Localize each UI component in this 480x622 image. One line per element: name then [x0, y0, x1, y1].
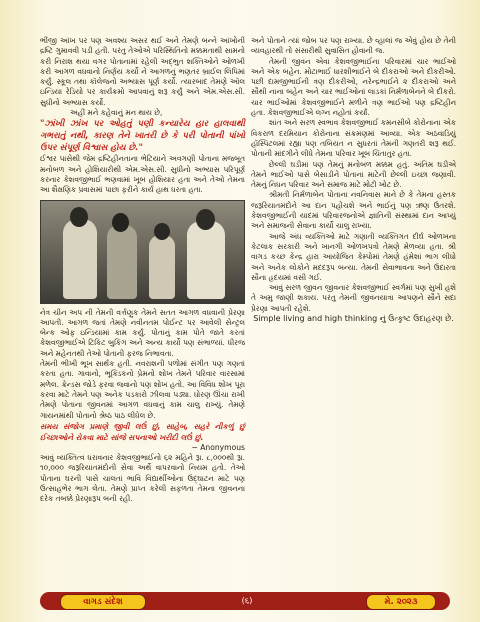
quote-author: ~ Anonymous [191, 442, 245, 452]
right-para-1: અને પોતાને ત્યાં જોબ પર પણ રાખ્યા. છે વ્હાલાં જ એવું હોય છે તેની વ્યવહારથી તો સંસારીથી સુવાસિત હોવાની જ. [251, 36, 456, 56]
verse-quote: સમય સંજોગ પ્રમાણે જીવી લઉં છું, સાહેબ, સહરે નીકળું છું ઈચ્છાઓને રોકવા માટે સાંજે સપનાઓ ખરીદી લઉં છું. [40, 421, 245, 442]
left-para-5: તેમની ભીખી ભૂખ સાર્થક હતી. નવરાશની પળોમાં સંગીત પણ ગણતાં કરતા હતા. ગાવાનો, ભૂક્ડિકનો પ્રેમનો શોખ તેમને પરિવાર વારસામાં મળેલ. ક્રેન્ડસ જોડે ફરવા જવાનો પણ શોખ હતો. આ વિવિધ શોખ પૂરા કરવા માટે તેમને પણ અનેક પડકારો ઝીલવા પડ્યા. ધોરણ ઊંચા રાખી તેમણે પોતાના જીવનમાં આગળ વધવાનું કામ ચાલુ રાખ્યું. તેમણે ગાયનમાંથી પોતાનો શ્રેષ્ઠ પાઠ લીધેલ છે. [40, 359, 245, 420]
left-para-4: નેત્ર ચીન અપ ની તેમની વર્ત્તણુક તેમને સતત આગળ વધવાની પ્રેરણા આપતી. આગળ જતાં તેમણે નવીનતમ પોઈન્ટ પર આવેલી સેન્ટ્રલ બેન્ક ઓફ ઇન્ડિયામાં કામ કર્યું. પોતાનું કામ પોતે જાતે કરતાં કેશવજીભાઈએ ટિકિટ બુકિંગ અને અન્ય કાર્યો પણ સંભાળ્યાં. ધીરજ અને મહેનતથી તેઓ પોતાની ફરજ નિભાવતા. [40, 307, 245, 358]
magazine-name: વાગડ સંદેશ [60, 594, 146, 610]
left-para-2: અહીં મને કહેવાનું મન થાય છે, [70, 108, 163, 118]
closing-line: Simple living and high thinking નું ઉત્કૃષ્ટ ઉદાહરણ છે. [253, 314, 454, 324]
left-para-3: ઈશ્વર પાસેથી જેમ દ્રષ્ટિહીનતાના ભેટિયાને અવગણી પોતાના મજબૂત મનોબળ અને હોશિયારીથી એમ.એસ.સી. સુધીનો અભ્યાસ પરિપૂર્ણ કરનાર કેશવજીભાઈ ભણવામાં ખૂબ હોશિયાર હતા અને તેઓ તેમના આ શૈક્ષણિક પ્રવાસમાં પાછા ફરીને કાર્ય હાથ ધરતા હતા. [40, 154, 245, 195]
group-photo [40, 200, 245, 304]
right-para-5: શ્રીમતી નિર્મળાબેન પોતાના નવનિવાસ માને છે કે તેમના હસ્તક જરૂરિયાતમંદોને આ દાન પહોંચશે અને ભાઈનું પણ ઋણ ઉતરશે. કેશવજીભાઈની યાદમાં પરિવારજનોએ જ્ઞાતિની સંસ્થામાં દાન આપ્યું અને સમાજની સેવાના કાર્યો ચાલુ રાખ્યા. [251, 190, 456, 231]
right-para-7: આવું સરળ જીવન જીવનાર કેશવજીભાઈ સ્વર્ગમાં પણ સુખી હશે તે અમુ જાણી શકાય. પરંતુ તેમની જીવનયાત્રા આપણને સૌને સદા પ્રેરણા આપતી રહેશે. [251, 283, 456, 313]
page-number: (૬) [241, 596, 253, 605]
left-para-1: ભીંજી આંખ પર પણ અવશ્ય અસર થઈ અને તેમણે બન્ને આંખોની દ્રષ્ટિ ગુમાવવી પડી હતી. પરંતુ તેઓએ પરિસ્થિતિનો મક્કમતાથી સામનો કરી નિરાશ થયા વગર પોતાનામાં રહેલી અદ્ભુત શક્તિઓને ઓળખી કરી આગળ વધવાનો નિર્ણય કર્યો ને આગળનું ભણતર બ્રાઈલ લિપિમાં કર્યું. સ્કૂલ તથા કૉલેજનો અભ્યાસ પૂર્ણ કર્યો. ત્યારબાદ તેમણે ઑલ ઇન્ડિયા રેડિયો પર કાર્યક્રમો આપવાનું શરૂ કર્યું અને એમ.એસ.સી. સુધીનો અભ્યાસ કર્યો. [40, 36, 245, 107]
right-para-4: છેલ્લી ઘડીમાં પણ તેમનું મનોબળ મક્કમ હતું. અંતિમ ઘડીએ તેમને ભાઈઓ પાસે બેસાડીને પોતાના માટેની છેલ્લી ઇચ્છા જણાવી. તેમનું નિધન પરિવાર અને સમાજ માટે મોટી ખોટ છે. [251, 159, 456, 190]
left-column [40, 36, 245, 505]
left-para-6: આવું વ્યક્તિત્વ ધરાવનાર કેશવજીભાઈનો ૬૨ મહિને રૂા. ૮,૦૦૦થી રૂા. ૧૦,૦૦૦ જરૂરિયાતમંદોની સેવા અર્થે વાપરવાનો નિયમ હતો. તેઓ પોતાના ઘરની પાસે ચાલતાં ભાવિ વિદ્યાર્થીઓના ઉદ્ઘાટન માટે પણ ઉત્સાહભેર ભાગ લેતા. તેમણે પ્રાપ્ત કરેલી સફળતા તેમના જીવનના દરેક તબક્કે પ્રેરણારૂપ બની રહી. [40, 453, 245, 504]
right-para-6: આજે અંધ વ્યક્તિઓ માટે ગણાતી વ્યક્તિગત દીર્ઘ ઓળખના કેટલાક સરકારી અને ખાનગી ઓળખપત્રો તેમણે મેળવ્યા હતા. શ્રી વાગડ કચ્છ કેન્દ્ર હારા આયોજિત કેમ્પોમાં તેમણે હંમેશાં ભાગ લીધો અને અનેક લોકોને મદદરૂપ બન્યા. તેમની સેવાભાવના અને ઉદારતા સૌના હૃદયમાં વસી ગઈ. [251, 231, 456, 282]
right-para-2: તેમની જીવન એવા કેશવજીભાઈના પરિવારમાં ચાર ભાઈઓ અને એક બહેન. મોટાભાઈ ધારશીભાઈને બે દીકરાઓ અને દીકરીઓ. પછી દામજીભાઈની ત્રણ દીકરીઓ, નરેન્દ્રભાઈને ૨ દીકરાઓ અને સૌથી નાના બહેન અને ચાર ભાઈઓનાં લાડકાં નિર્મળાબેનને બે દીકરો. ચાર ભાઈઓમાં કેશવજીભાઈને મળીને ત્રણ ભાઈઓ પણ દ્રષ્ટિહીન હતા. કેશવજીભાઈએ લગ્ન નહોતાં કર્યાં. [251, 56, 456, 118]
issue-date: મે. ૨૦૨૩ [366, 594, 436, 610]
right-column [251, 36, 456, 324]
highlight-quote: "ઝાંખી ઝાંખ પર ઓહતું પણી કન્યારેય હાર હાલવાથી ગભરાતું નથી, કારણ તેને ખાતરી છે કે પરી પોતાની પાંખો ઉપર સંપૂર્ણ વિશ્વાસ હોય છે." [40, 119, 245, 154]
right-para-3: શાંત અને સરળ સ્વભાવ કેશવજીભાઈ કમનસીબે કોરોનાના એક વિકરાળ દરમિયાન કોરોનાના સંક્રમણમાં આવ્યા. એક અઠવાડિયું હૉસ્પિટલમાં રહ્યા પણ તબિયત ન સુધરતાં તેમની ગણતરી શરૂ થઈ. પોતાની માંદગીને લીધે તેમના પરિવાર ખૂબ ચિંતાતુર હતા. [251, 118, 456, 159]
page-footer [40, 592, 450, 610]
